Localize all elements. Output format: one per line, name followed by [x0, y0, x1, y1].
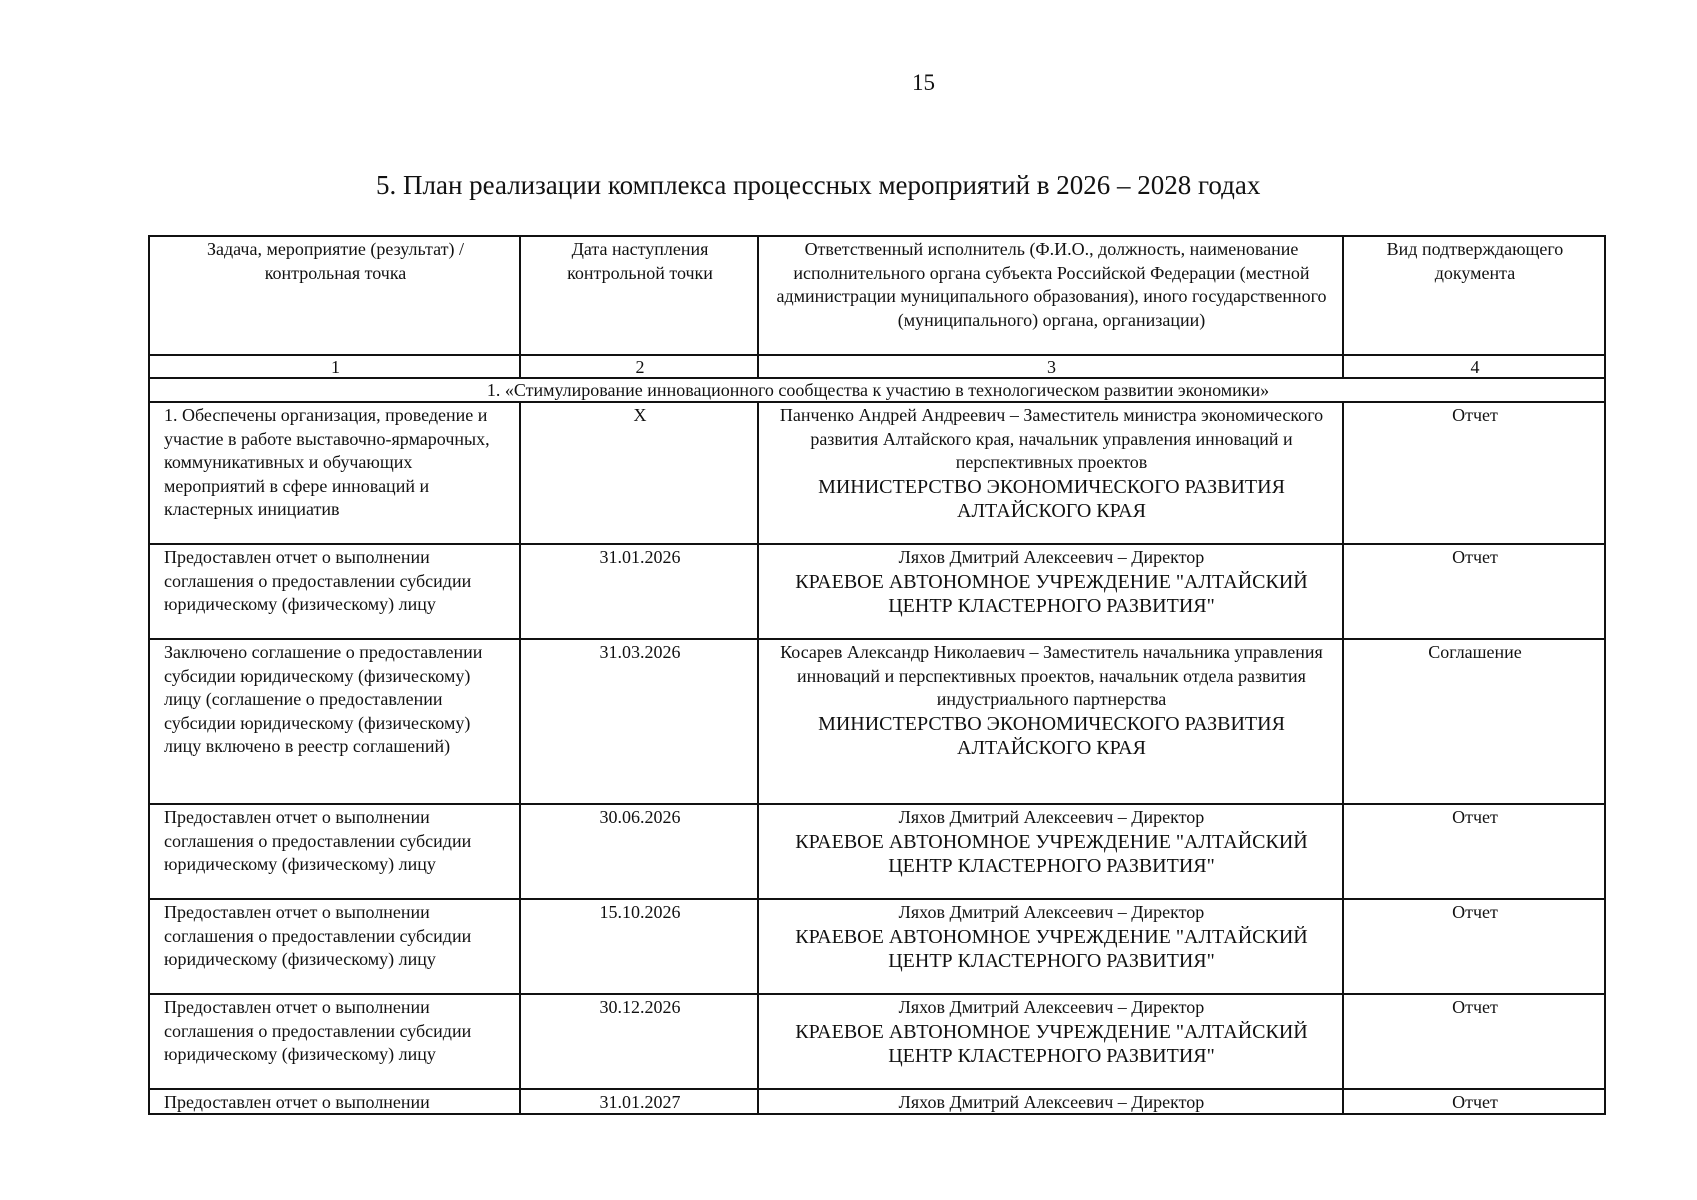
executor-person: Ляхов Дмитрий Алексеевич – Директор [898, 1092, 1205, 1112]
table-row [149, 639, 1605, 804]
task-cell: Предоставлен отчет о выполнении соглашения о предоставлении субсидии юридическому (физическому) лицу [149, 994, 520, 1089]
executor-cell [758, 639, 1343, 804]
task-cell: Предоставлен отчет о выполнении [149, 1089, 520, 1114]
table-row [149, 994, 1605, 1089]
task-cell: Заключено соглашение о предоставлении субсидии юридическому (физическому) лицу (соглашение о предоставлении субсидии юридическому (физическому) лицу включено в реестр соглашений) [149, 639, 520, 804]
executor-cell [758, 402, 1343, 544]
executor-person: Панченко Андрей Андреевич – Заместитель министра экономического развития Алтайского края, начальник управления инноваций и перспективных проектов [779, 405, 1324, 472]
executor-person: Ляхов Дмитрий Алексеевич – Директор [898, 902, 1205, 922]
document-cell: Отчет [1343, 544, 1605, 639]
date-cell: 30.12.2026 [520, 994, 758, 1089]
date-cell: 31.01.2027 [520, 1089, 758, 1114]
executor-person: Косарев Александр Николаевич – Заместитель начальника управления инноваций и перспективных проектов, начальник отдела развития индустриального партнерства [780, 642, 1323, 709]
executor-person: Ляхов Дмитрий Алексеевич – Директор [898, 997, 1205, 1017]
header-cell-document: Вид подтверждающего документа [1343, 236, 1605, 355]
column-number-row [149, 355, 1605, 378]
document-cell: Отчет [1343, 899, 1605, 994]
task-cell: Предоставлен отчет о выполнении соглашения о предоставлении субсидии юридическому (физическому) лицу [149, 804, 520, 899]
task-cell: Предоставлен отчет о выполнении соглашения о предоставлении субсидии юридическому (физическому) лицу [149, 544, 520, 639]
page-number: 15 [912, 70, 935, 95]
executor-person: Ляхов Дмитрий Алексеевич – Директор [898, 547, 1205, 567]
page-title: 5. План реализации комплекса процессных мероприятий в 2026 – 2028 годах [376, 170, 1261, 200]
column-number: 1 [149, 355, 520, 378]
task-cell: Предоставлен отчет о выполнении соглашения о предоставлении субсидии юридическому (физическому) лицу [149, 899, 520, 994]
section-title: 1. «Стимулирование инновационного сообщества к участию в технологическом развитии экономики» [149, 378, 1605, 402]
header-cell-date: Дата наступления контрольной точки [520, 236, 758, 355]
column-number: 2 [520, 355, 758, 378]
executor-cell [758, 994, 1343, 1089]
document-cell: Отчет [1343, 994, 1605, 1089]
section-row [149, 378, 1605, 402]
plan-table [148, 235, 1606, 1115]
table-row [149, 1089, 1605, 1114]
header-cell-task: Задача, мероприятие (результат) / контрольная точка [149, 236, 520, 355]
column-number: 3 [758, 355, 1343, 378]
executor-organization: МИНИСТЕРСТВО ЭКОНОМИЧЕСКОГО РАЗВИТИЯ АЛТАЙСКОГО КРАЯ [818, 712, 1285, 759]
date-cell: X [520, 402, 758, 544]
table-row [149, 899, 1605, 994]
executor-organization: МИНИСТЕРСТВО ЭКОНОМИЧЕСКОГО РАЗВИТИЯ АЛТАЙСКОГО КРАЯ [818, 475, 1285, 522]
document-cell: Соглашение [1343, 639, 1605, 804]
table-row [149, 544, 1605, 639]
executor-organization: КРАЕВОЕ АВТОНОМНОЕ УЧРЕЖДЕНИЕ "АЛТАЙСКИЙ ЦЕНТР КЛАСТЕРНОГО РАЗВИТИЯ" [795, 570, 1308, 617]
date-cell: 15.10.2026 [520, 899, 758, 994]
executor-organization: КРАЕВОЕ АВТОНОМНОЕ УЧРЕЖДЕНИЕ "АЛТАЙСКИЙ ЦЕНТР КЛАСТЕРНОГО РАЗВИТИЯ" [795, 1020, 1308, 1067]
document-cell: Отчет [1343, 1089, 1605, 1114]
table-row [149, 804, 1605, 899]
column-number: 4 [1343, 355, 1605, 378]
executor-cell [758, 804, 1343, 899]
executor-cell [758, 544, 1343, 639]
header-cell-executor: Ответственный исполнитель (Ф.И.О., должность, наименование исполнительного органа субъекта Российской Федерации (местной администрации муниципального образования), иного государственного (муниципального) органа, организации) [758, 236, 1343, 355]
executor-cell [758, 899, 1343, 994]
executor-cell [758, 1089, 1343, 1114]
executor-organization: КРАЕВОЕ АВТОНОМНОЕ УЧРЕЖДЕНИЕ "АЛТАЙСКИЙ ЦЕНТР КЛАСТЕРНОГО РАЗВИТИЯ" [795, 925, 1308, 972]
task-cell: 1. Обеспечены организация, проведение и участие в работе выставочно-ярмарочных, коммуникативных и обучающих мероприятий в сфере инноваций и кластерных инициатив [149, 402, 520, 544]
document-cell: Отчет [1343, 402, 1605, 544]
date-cell: 31.03.2026 [520, 639, 758, 804]
date-cell: 31.01.2026 [520, 544, 758, 639]
date-cell: 30.06.2026 [520, 804, 758, 899]
executor-organization: КРАЕВОЕ АВТОНОМНОЕ УЧРЕЖДЕНИЕ "АЛТАЙСКИЙ ЦЕНТР КЛАСТЕРНОГО РАЗВИТИЯ" [795, 830, 1308, 877]
executor-person: Ляхов Дмитрий Алексеевич – Директор [898, 807, 1205, 827]
table-row [149, 402, 1605, 544]
document-cell: Отчет [1343, 804, 1605, 899]
table-header-row [149, 236, 1605, 355]
